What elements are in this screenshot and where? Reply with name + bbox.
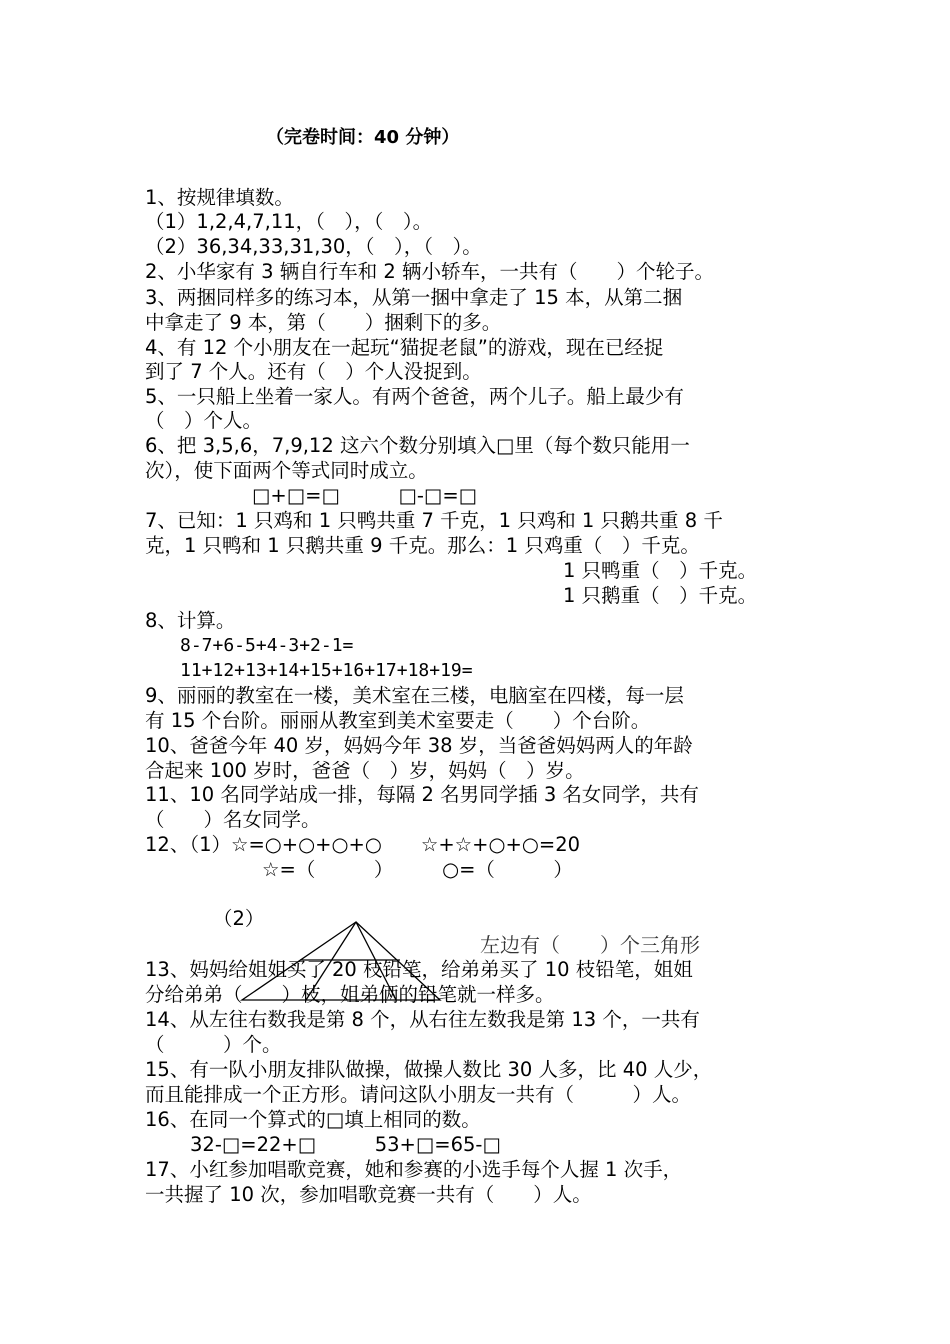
q8-calc1: 8-7+6-5+4-3+2-1= [180,635,354,656]
q5-line1: 5、一只船上坐着一家人。有两个爸爸，两个儿子。船上最少有 [145,385,684,408]
q10-line2: 合起来 100 岁时，爸爸（ ）岁，妈妈（ ）岁。 [145,759,585,782]
q10-line1: 10、爸爸今年 40 岁，妈妈今年 38 岁，当爸爸妈妈两人的年龄 [145,734,693,757]
q14-line1: 14、从左往右数我是第 8 个，从右往左数我是第 13 个，一共有 [145,1008,700,1031]
q7-line2: 克，1 只鸭和 1 只鹅共重 9 千克。那么：1 只鸡重（ ）千克。 [145,534,700,557]
q6-line1: 6、把 3,5,6，7,9,12 这六个数分别填入□里（每个数只能用一 [145,434,690,457]
q2-text: 2、小华家有 3 辆自行车和 2 辆小轿车，一共有（ ）个轮子。 [145,260,715,283]
q8-calc2: 11+12+13+14+15+16+17+18+19= [180,660,473,681]
q12-part2-label: （2） [213,907,265,930]
q16-equations: 32-□=22+□ 53+□=65-□ [190,1133,501,1156]
q15-line1: 15、有一队小朋友排队做操，做操人数比 30 人多，比 40 人少， [145,1058,713,1081]
q1-heading: 1、按规律填数。 [145,186,294,209]
q3-line1: 3、两捆同样多的练习本，从第一捆中拿走了 15 本，从第二捆 [145,286,683,309]
q7-line1: 7、已知：1 只鸡和 1 只鸭共重 7 千克，1 只鸡和 1 只鹅共重 8 千 [145,509,723,532]
q8-heading: 8、计算。 [145,609,236,632]
q11-line1: 11、10 名同学站成一排，每隔 2 名男同学插 3 名女同学，共有 [145,783,699,806]
q9-line2: 有 15 个台阶。丽丽从教室到美术室要走（ ）个台阶。 [145,709,651,732]
q9-line1: 9、丽丽的教室在一楼，美术室在三楼，电脑室在四楼，每一层 [145,684,684,707]
q13-line1: 13、妈妈给姐姐买了 20 枝铅笔，给弟弟买了 10 枝铅笔，姐姐 [145,958,693,981]
q6-line2: 次），使下面两个等式同时成立。 [145,459,428,482]
page-title: （完卷时间：40 分钟） [266,127,460,148]
q7-line4: 1 只鹅重（ ）千克。 [563,584,758,607]
q5-line2: （ ）个人。 [145,409,263,432]
q17-line1: 17、小红参加唱歌竞赛，她和参赛的小选手每个人握 1 次手， [145,1158,683,1181]
q16-line1: 16、在同一个算式的□填上相同的数。 [145,1108,481,1131]
q17-line2: 一共握了 10 次，参加唱歌竞赛一共有（ ）人。 [145,1183,592,1206]
q12-part1-answers: ☆=（ ） ○=（ ） [262,858,573,881]
q13-line2: 分给弟弟（ ）枝，姐弟俩的铅笔就一样多。 [145,983,555,1006]
q11-line2: （ ）名女同学。 [145,808,321,831]
triangle-figure [236,920,446,1005]
q1-part2: （2）36,34,33,31,30，（ ），（ ）。 [145,235,482,258]
q15-line2: 而且能排成一个正方形。请问这队小朋友一共有（ ）人。 [145,1083,692,1106]
q7-line3: 1 只鸭重（ ）千克。 [563,559,758,582]
q1-part1: （1）1,2,4,7,11，（ ），（ ）。 [145,210,433,233]
q6-equations: □+□=□ □-□=□ [252,484,478,507]
q14-line2: （ ）个。 [145,1033,282,1056]
q12-part1: 12、（1）☆=○+○+○+○ ☆+☆+○+○=20 [145,833,581,856]
q4-line2: 到了 7 个人。还有（ ）个人没捉到。 [145,360,482,383]
q4-line1: 4、有 12 个小朋友在一起玩“猫捉老鼠”的游戏，现在已经捉 [145,336,664,359]
q3-line2: 中拿走了 9 本，第（ ）捆剩下的多。 [145,311,502,334]
q12-part2-question: 左边有（ ）个三角形 [480,933,700,957]
